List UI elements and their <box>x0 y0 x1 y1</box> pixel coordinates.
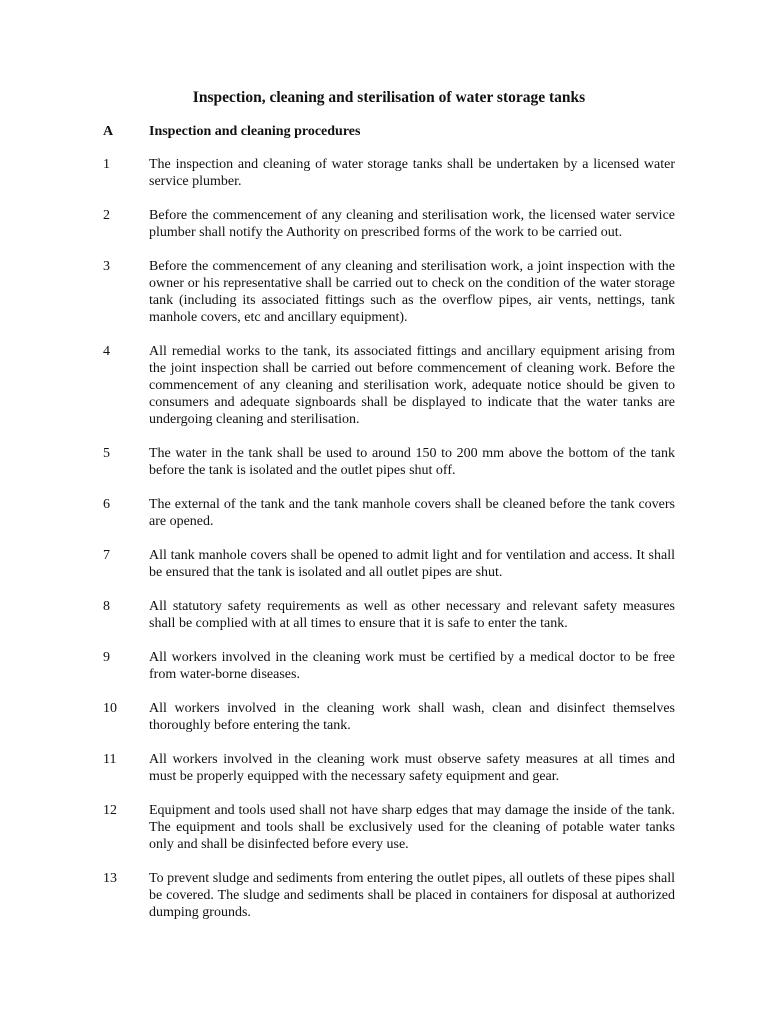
item-text: The inspection and cleaning of water storage tanks shall be undertaken by a licensed water service plumber. <box>149 157 675 189</box>
procedure-item <box>103 156 675 190</box>
item-number: 13 <box>103 871 117 886</box>
item-text: All workers involved in the cleaning work must be certified by a medical doctor to be free from water-borne diseases. <box>149 650 675 682</box>
item-text: The water in the tank shall be used to around 150 to 200 mm above the bottom of the tank before the tank is isolated and the outlet pipes shut off. <box>149 446 675 478</box>
procedure-item <box>103 751 675 785</box>
item-text: Before the commencement of any cleaning and sterilisation work, the licensed water service plumber shall notify the Authority on prescribed forms of the work to be carried out. <box>149 208 675 240</box>
procedure-item <box>103 870 675 921</box>
procedure-list <box>103 156 675 938</box>
item-number: 9 <box>103 650 110 665</box>
item-text: Before the commencement of any cleaning and sterilisation work, a joint inspection with the owner or his representative shall be carried out to check on the condition of the water storage tank (including its associated fittings such as the overflow pipes, air vents, nettings, tank manhole covers, etc and ancillary equipment). <box>149 259 675 325</box>
document-title: Inspection, cleaning and sterilisation of water storage tanks <box>192 89 586 106</box>
item-text: All workers involved in the cleaning work must observe safety measures at all times and must be properly equipped with the necessary safety equipment and gear. <box>149 752 675 784</box>
section-letter: A <box>103 124 114 139</box>
procedure-item <box>103 802 675 853</box>
item-number: 11 <box>103 752 117 767</box>
procedure-item <box>103 343 675 428</box>
item-number: 1 <box>103 157 110 172</box>
item-number: 7 <box>103 548 110 563</box>
section-heading <box>103 123 360 140</box>
item-text: All statutory safety requirements as well as other necessary and relevant safety measures shall be complied with at all times to ensure that it is safe to enter the tank. <box>149 599 675 631</box>
item-number: 8 <box>103 599 110 614</box>
item-text: Equipment and tools used shall not have sharp edges that may damage the inside of the tank. The equipment and tools shall be exclusively used for the cleaning of potable water tanks only and shall be disinfected before every use. <box>149 803 675 852</box>
item-number: 12 <box>103 803 117 818</box>
procedure-item <box>103 445 675 479</box>
procedure-item <box>103 598 675 632</box>
item-number: 3 <box>103 259 110 274</box>
procedure-item <box>103 547 675 581</box>
procedure-item <box>103 649 675 683</box>
procedure-item <box>103 207 675 241</box>
item-number: 4 <box>103 344 110 359</box>
item-number: 5 <box>103 446 110 461</box>
procedure-item <box>103 700 675 734</box>
item-text: To prevent sludge and sediments from entering the outlet pipes, all outlets of these pipes shall be covered. The sludge and sediments shall be placed in containers for disposal at authorized dumping grounds. <box>149 871 675 920</box>
item-text: All workers involved in the cleaning work shall wash, clean and disinfect themselves thoroughly before entering the tank. <box>149 701 675 733</box>
item-text: The external of the tank and the tank manhole covers shall be cleaned before the tank covers are opened. <box>149 497 675 529</box>
item-number: 6 <box>103 497 110 512</box>
item-text: All tank manhole covers shall be opened to admit light and for ventilation and access. It shall be ensured that the tank is isolated and all outlet pipes are shut. <box>149 548 675 580</box>
item-text: All remedial works to the tank, its associated fittings and ancillary equipment arising from the joint inspection shall be carried out before commencement of cleaning work. Before the commencement of any cleaning and sterilisation work, adequate notice should be given to consumers and adequate signboards shall be displayed to indicate that the water tanks are undergoing cleaning and sterilisation. <box>149 344 675 427</box>
item-number: 2 <box>103 208 110 223</box>
item-number: 10 <box>103 701 117 716</box>
procedure-item <box>103 496 675 530</box>
procedure-item <box>103 258 675 326</box>
section-title: Inspection and cleaning procedures <box>149 124 361 139</box>
